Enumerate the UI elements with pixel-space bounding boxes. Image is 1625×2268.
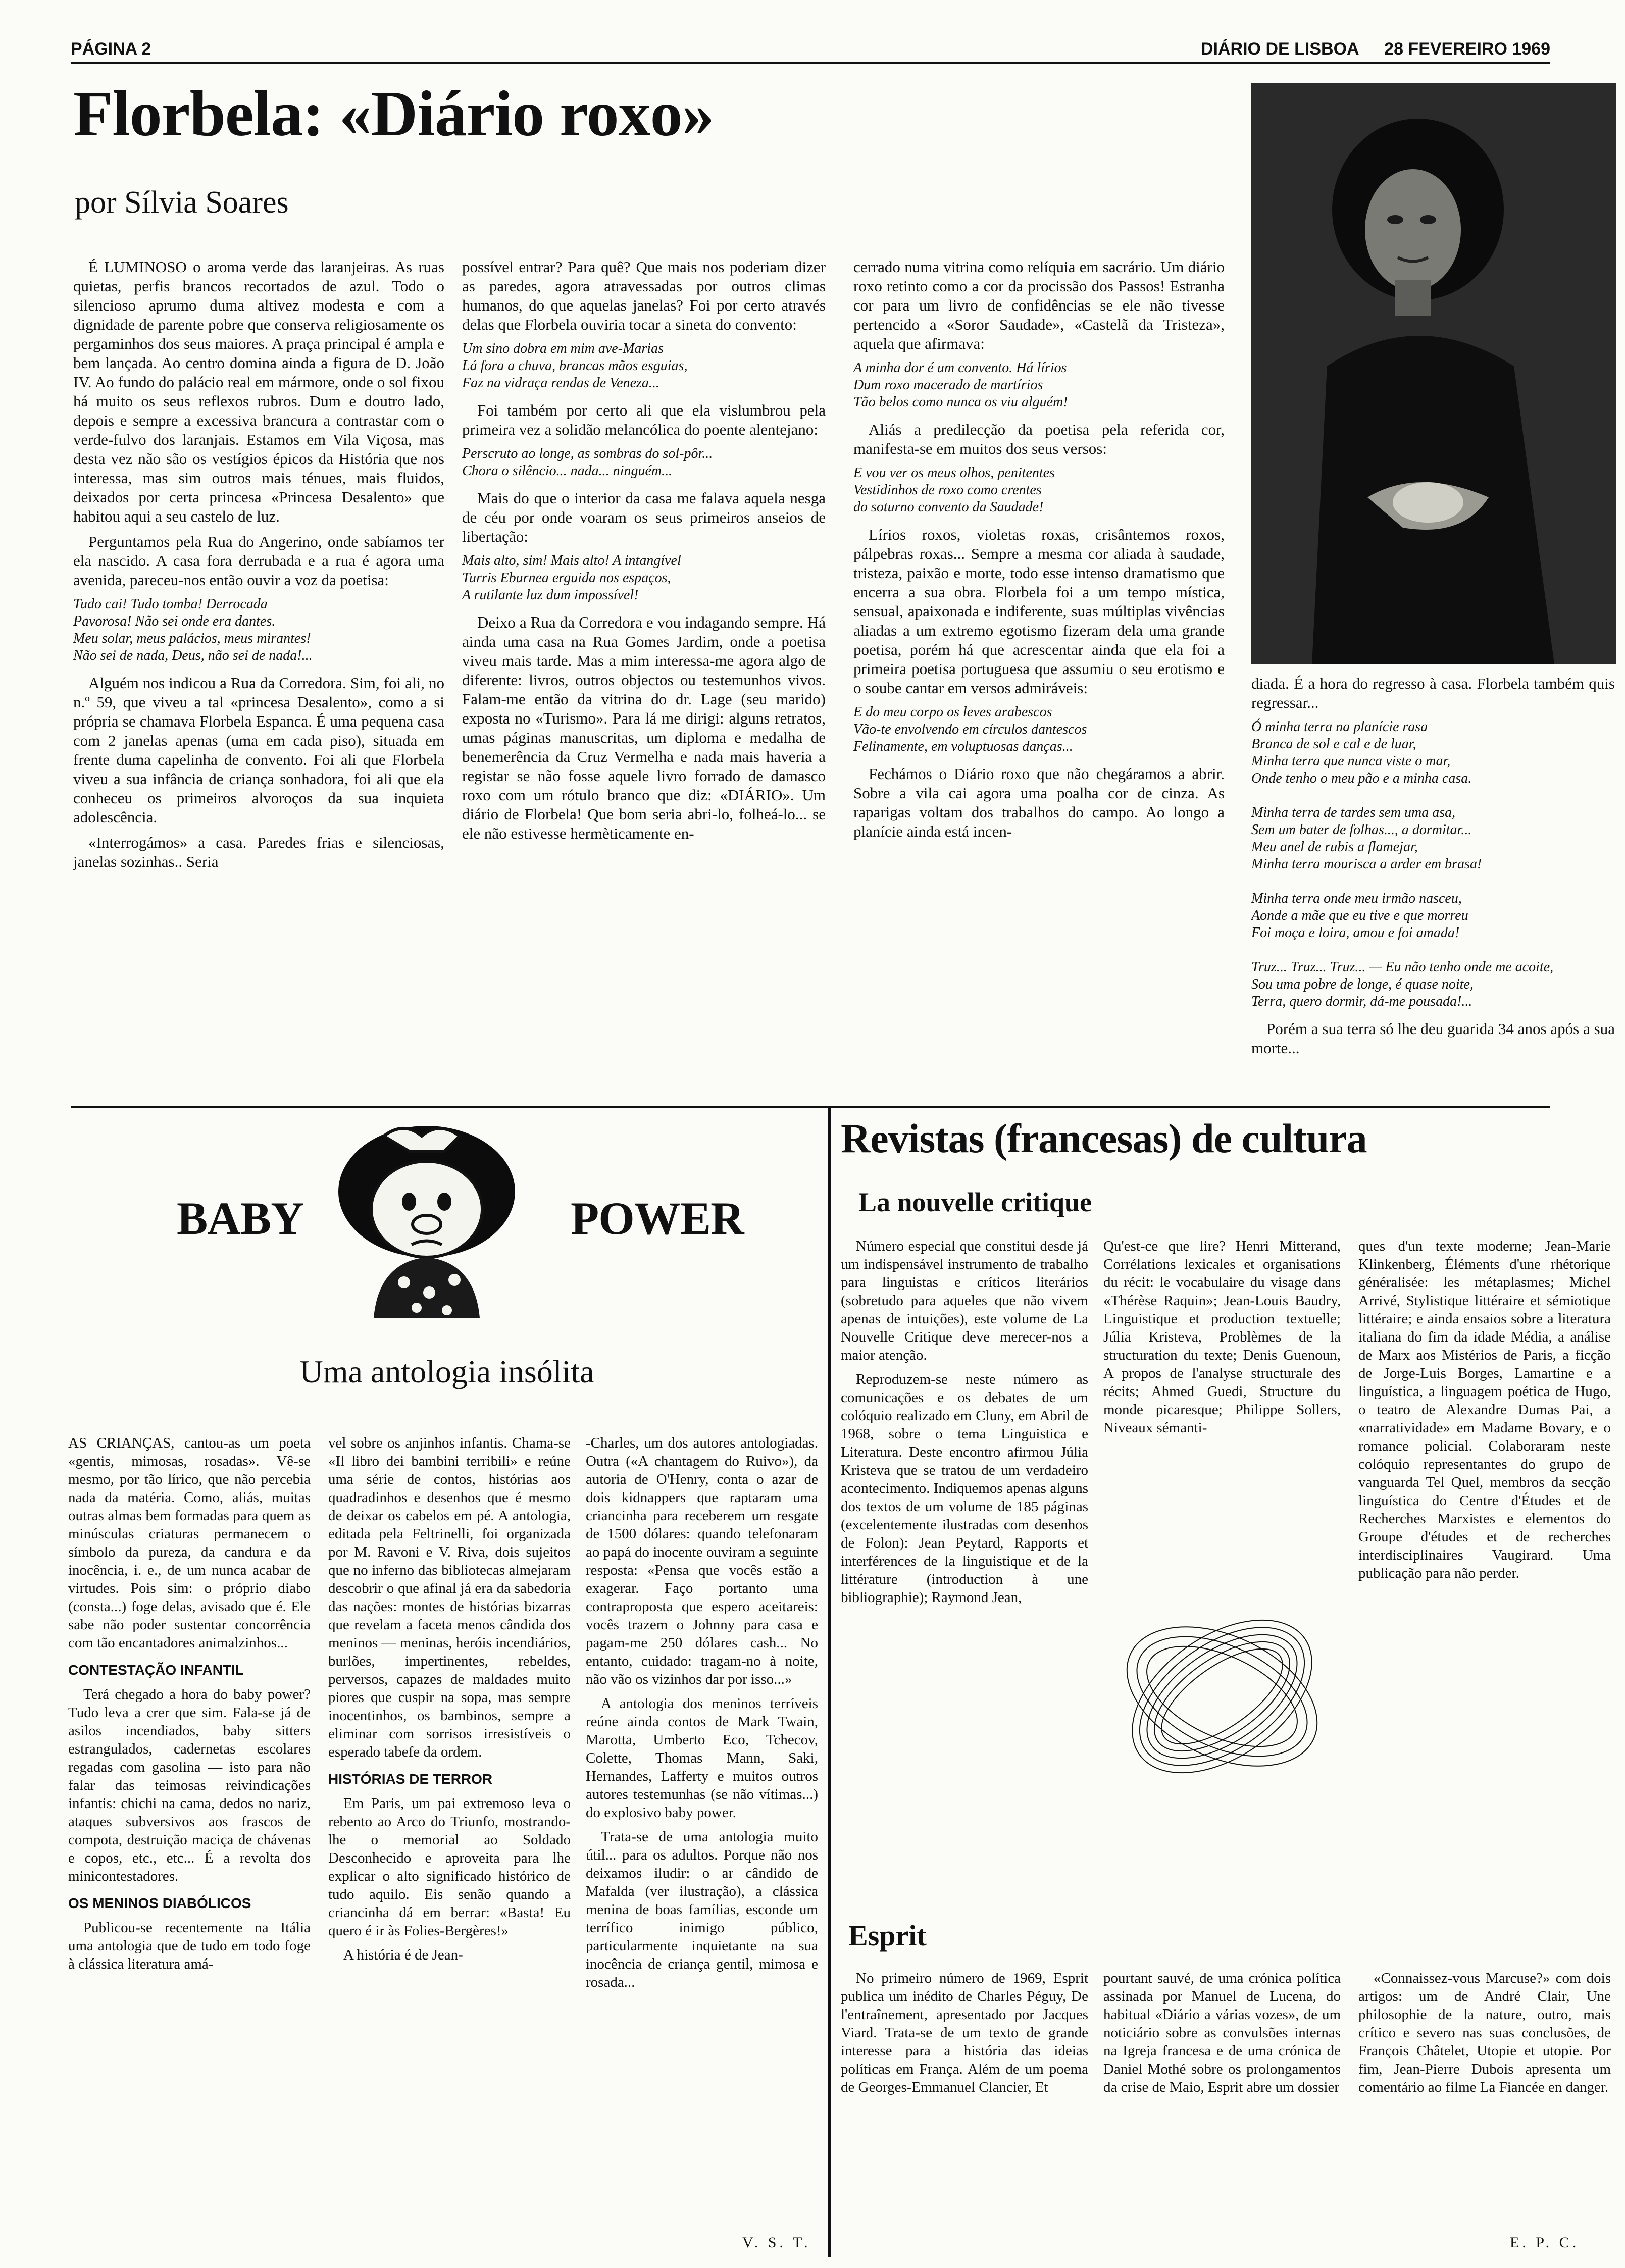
mafalda-illustration: [308, 1116, 545, 1318]
paragraph: Qu'est-ce que lire? Henri Mitterand, Corrélations lexicales et organisations du récit: le vocabulaire du visage dans «Thérèse Raquin»; Jean-Louis Baudry, Linguistique et production textuelle; Júlia Kristeva, Problèmes de la structuration du texte; Denis Guenoun, A propos de l'analyse structurale des récits; Ahmed Guedi, Structure du monde picaresque; Philippe Sollers, Niveaux sémanti-: [1103, 1238, 1341, 1436]
verse-block: E vou ver os meus olhos, penitentes Vestidinhos de roxo como crentes do soturno convento da Saudade!: [853, 465, 1055, 515]
paragraph: ques d'un texte moderne; Jean-Marie Klinkenberg, Éléments d'une rhétorique généralisée: les métaplasmes; Michel Arrivé, Stylistique littéraire et sémiotique littéraire; e ainda ensaios sobre a literatura italiana do fim da idade Média, a análise de Marx aos Mistérios de Paris, a ficção de Jorge-Luis Borges, Lamartine e a linguística, a linguagem poética de Hugo, o teatro de Alexandre Dumas Pai, a «narratividade» em Madame Bovary, e o romance policial. Colaboraram neste colóquio representantes do grupo de vanguarda Tel Quel, membros da secção linguística do Centre d'Études et de Recherches Marxistes e elementos do Groupe d'études et de recherches interdisciplinaires Vaugirard. Uma publicação para não perder.: [1358, 1238, 1611, 1581]
paragraph: Reproduzem-se neste número as comunicações e os debates de um colóquio realizado em Cluny, em Abril de 1968, sobre o tema Linguistica e Literatura. Deste encontro afirmou Júlia Kristeva que se tratou de um verdadeiro acontecimento. Indiquemos apenas alguns dos textos de um volume de 185 páginas (excelentemente ilustradas com desenhos de Folon): Jean Peytard, Rapports et interférences de la linguistique et de la littérature (introduction à une bibliographie); Raymond Jean,: [841, 1371, 1088, 1606]
vertical-divider: [828, 1106, 831, 2257]
verse-block: Tudo cai! Tudo tomba! Derrocada Pavorosa! Não sei onde era dantes. Meu solar, meus palácios, meus mirantes! Não sei de nada, Deus, não sei de nada!...: [73, 596, 313, 663]
verse-block: Ó minha terra na planície rasa Branca de sol e cal e de luar, Minha terra que nunca viste o mar, Onde tenho o meu pão e a minha casa. Minha terra de tardes sem uma asa, Sem um bater de folhas..., a dormitar... Meu anel de rubis a flamejar, Minha terra mourisca a arder em brasa! Minha terra onde meu irmão nasceu, Aonde a mãe que eu tive e que morreu Foi moça e loira, amou e foi amada! Truz... Truz... Truz... — Eu não tenho onde me acoite, Sou uma pobre de longe, é quase noite, Terra, quero dormir, dá-me pousada!...: [1251, 719, 1554, 1009]
revistas-headline: Revistas (francesas) de cultura: [841, 1115, 1367, 1161]
nouvelle-critique-heading: La nouvelle critique: [858, 1187, 1092, 1217]
portrait-illustration: [1251, 83, 1616, 664]
verse-block: A minha dor é um convento. Há lírios Dum roxo macerado de martírios Tão belos como nunca os viu alguém!: [853, 360, 1068, 410]
paragraph: Publicou-se recentemente na Itália uma antologia que de tudo em todo foge à clássica literatura amá-: [68, 1920, 311, 1972]
author-signature: E. P. C.: [1510, 2234, 1580, 2251]
paragraph: No primeiro número de 1969, Esprit publica um inédito de Charles Péguy, De l'entraînement, apresentado por Jacques Viard. Trata-se de um texto de grande interesse para a história das ideias políticas em França. Além de um poema de Georges-Emmanuel Clancier, Et: [841, 1970, 1088, 2095]
paragraph: pourtant sauvé, de uma crónica política assinada por Manuel de Lucena, do habitual «Diário a várias vozes», de um noticiário sobre as convulsões internas na Igreja francesa e de uma crónica de Daniel Mothé sobre os prolongamentos da crise de Maio, Esprit abre um dossier: [1103, 1970, 1341, 2095]
folon-drawing-illustration: [1106, 1555, 1338, 1838]
page-header: [71, 35, 1550, 64]
paragraph: Mais do que o interior da casa me falava aquela nesga de céu por onde voaram os seus primeiros anseios de libertação:: [462, 489, 826, 545]
baby-power-title: Uma antologia insólita: [299, 1354, 594, 1389]
florbela-column-4: [1251, 674, 1615, 1096]
baby-power-column-3: [586, 1434, 818, 2227]
revistas-column-1: [841, 1237, 1088, 1909]
paragraph: Fechámos o Diário roxo que não chegáramos a abrir. Sobre a vila cai agora uma poalha cor de cinza. As raparigas voltam dos trabalhos do campo. Ao longo a planície ainda está incen-: [853, 765, 1225, 840]
paragraph: «Connaissez-vous Marcuse?» com dois artigos: um de André Clair, Une philosophie de la nature, outro, mais crítico e severo nas suas conclusões, de François Châtelet, Utopie et utopie. Por fim, Jean-Pierre Dubois apresenta um comentário ao filme La Fiancée en danger.: [1358, 1970, 1611, 2095]
paragraph: cerrado numa vitrina como relíquia em sacrário. Um diário roxo retinto como a cor da procissão dos Passos! Estranha cor para um livro de confidências se ele não tivesse pertencido a «Soror Saudade», «Castelã da Tristeza», aquela que afirmava:: [853, 258, 1225, 352]
page-label: PÁGINA 2: [71, 39, 151, 59]
verse-block: E do meu corpo os leves arabescos Vão-te envolvendo em círculos dantescos Felinamente, em voluptuosas danças...: [853, 704, 1087, 754]
header-rule: [71, 62, 1550, 64]
paragraph: Número especial que constitui desde já um indispensável instrumento de trabalho para linguistas e críticos literários (sobretudo para aqueles que não vivem apenas de intuições), este volume de La Nouvelle Critique deve merecer-nos a maior atenção.: [841, 1238, 1088, 1363]
logo-word-baby: BABY: [177, 1193, 304, 1244]
paragraph: Perguntamos pela Rua do Angerino, onde sabíamos ter ela nascido. A casa fora derrubada e a rua é agora uma avenida, pareceu-nos então ouvir a voz da poetisa:: [73, 533, 444, 589]
florbela-column-2: [462, 257, 826, 1096]
paragraph: Aliás a predilecção da poetisa pela referida cor, manifesta-se em muitos dos seus versos:: [853, 421, 1225, 457]
paragraph: Alguém nos indicou a Rua da Corredora. Sim, foi ali, no n.º 59, que viveu a tal «princesa Desalento», como a si própria se chamava Florbela Espanca. É uma pequena casa com 2 janelas apenas (uma em cada piso), situada em frente duma capelinha de convento. Foi ali que Florbela viveu a sua infância de criança sonhadora, foi ali que ela conheceu os primeiros alvoroços da sua inquieta adolescência.: [73, 674, 444, 826]
revistas-column-3: [1358, 1237, 1611, 1909]
newspaper-name: DIÁRIO DE LISBOA: [1201, 39, 1359, 59]
florbela-portrait-photo: [1251, 83, 1616, 664]
baby-power-logo: [76, 1116, 818, 1318]
section-divider: [71, 1106, 1550, 1108]
esprit-column-3: [1358, 1969, 1611, 2227]
paragraph: «Interrogámos» a casa. Paredes frias e silenciosas, janelas sozinhas.. Seria: [73, 834, 444, 870]
logo-word-power: POWER: [571, 1193, 744, 1244]
paragraph: Trata-se de uma antologia muito útil... para os adultos. Porque não nos deixamos iludir: o ar cândido de Mafalda (ver ilustração), a clássica menina de boas famílias, esconde um terrífico inimigo público, particularmente inquietante na sua inocência de criança gentil, mimosa e rosada...: [586, 1829, 818, 1990]
paragraph: AS CRIANÇAS, cantou-as um poeta «gentis, mimosas, rosadas». Vê-se mesmo, por tão lírico, que não percebia nada da matéria. Como, aliás, muitas outras almas bem formadas para quem as minúsculas criaturas permanecem o símbolo da pureza, da candura e da inocência, i. e., de um nunca acabar de virtudes. Pois sim: o próprio diabo (consta...) foge delas, avisado que é. Ele sabe não poder sustentar concorrência com tão encantadores animalzinhos...: [68, 1435, 311, 1651]
esprit-heading: Esprit: [848, 1919, 927, 1952]
verse-block: Perscruto ao longe, as sombras do sol-pôr... Chora o silêncio... nada... ninguém...: [462, 446, 713, 479]
paragraph: possível entrar? Para quê? Que mais nos poderiam dizer as paredes, agora atravessadas por outros climas humanos, do que aquelas janelas? Foi por certo através delas que Florbela ouviria tocar a sineta do convento:: [462, 258, 826, 333]
paragraph: -Charles, um dos autores antologiadas. Outra («A chantagem do Ruivo»), da autoria de O'Henry, conta o azar de dois kidnappers que raptaram uma criancinha para receberem um resgate de 1500 dólares: quando telefonaram ao papá do inocente ouviram a seguinte resposta: «Pensa que vocês estão a exagerar. Faço portanto uma contraproposta que espero aceitareis: vocês trazem o Johnny para casa e pagam-me 250 dólares cash... No entanto, cuidado: tragam-no à noite, não vão os vizinhos dar por isso...»: [586, 1435, 818, 1687]
esprit-column-2: [1103, 1969, 1341, 2257]
esprit-column-1: [841, 1969, 1088, 2257]
paragraph: A antologia dos meninos terríveis reúne ainda contos de Mark Twain, Marotta, Umberto Eco, Tchecov, Colette, Thomas Mann, Saki, Hernandes, Lafferty e muitos outros autores testemunhas (se não vítimas...) do explosivo baby power.: [586, 1695, 818, 1821]
paragraph: É LUMINOSO o aroma verde das laranjeiras. As ruas quietas, perfis brancos recortados de azul. Todo o silencioso aprumo duma altivez modesta e com a dignidade de parente pobre que conserva religiosamente os pergaminhos dos seus maiores. A praça principal é ampla e bem lançada. Ao centro domina ainda a figura de D. João IV. Ao fundo do palácio real em mármore, onde o sol fixou há muito os seus reflexos rubros. Dum e doutro lado, depois e sempre a excessiva brancura a contrastar com o verde-fulvo dos laranjais. Estamos em Vila Viçosa, mas desta vez não são os vestígios épicos da História que nos interessa, mas sim outros mais ténues, mais fluidos, deixados por certa princesa «Princesa Desalento» que habitou aqui a seu castelo de luz.: [73, 258, 444, 525]
paragraph: Lírios roxos, violetas roxas, crisântemos roxos, pálpebras roxas... Sempre a mesma cor aliada à saudade, tristeza, paixão e morte, todo esse intenso dramatismo que encerra a sua obra. Florbela foi a um tempo mística, sensual, apaixonada e indiferente, suas múltiplas vivências aliadas a um extremo egotismo fizeram dela uma grande poetisa, porém há que acrescentar ainda que ela foi a primeira poetisa portuguesa que assumiu o seu erotismo e o soube cantar em versos admiráveis:: [853, 526, 1225, 697]
issue-date: 28 FEVEREIRO 1969: [1384, 39, 1550, 59]
paragraph: Foi também por certo ali que ela vislumbrou pela primeira vez a solidão melancólica do poente alentejano:: [462, 401, 826, 438]
paragraph: vel sobre os anjinhos infantis. Chama-se «Il libro dei bambini terribili» e reúne uma série de contos, histórias aos quadradinhos e desenhos que é mesmo de deixar os cabelos em pé. A antologia, editada pela Feltrinelli, foi organizada por M. Ravoni e V. Riva, dois sujeitos que no inferno das bibliotecas almejaram descobrir o que afinal já era da sabedoria das nações: montes de histórias bizarras que revelam a faceta menos cândida dos meninos — meninas, heróis incendiários, burlões, impertinentes, rebeldes, perversos, capazes de maldades muito piores que cuspir na sopa, mas sempre inocentinhos, os bambinos, sempre a eliminar com sorrisos irresistíveis o esperado tabefe da ordem.: [328, 1435, 571, 1760]
verse-block: Mais alto, sim! Mais alto! A intangível Turris Eburnea erguida nos espaços, A rutilante luz dum impossível!: [462, 553, 681, 603]
florbela-byline: por Sílvia Soares: [75, 185, 289, 220]
florbela-column-3: [853, 257, 1225, 1096]
paragraph: diada. É a hora do regresso à casa. Florbela também quis regressar...: [1251, 675, 1615, 711]
paragraph: Terá chegado a hora do baby power? Tudo leva a crer que sim. Fala-se já de asilos incendiados, baby sitters estrangulados, cadernetas escolares regadas com gasolina — isto para não falar das teimosas reivindicações infantis: chichi na cama, dedos no nariz, ataques subversivos aos frascos de compota, destruição maciça de chávenas e copos, etc., etc... É a revolta dos minicontestadores.: [68, 1686, 311, 1884]
revistas-column-2: [1103, 1237, 1341, 1510]
paragraph: A história é de Jean-: [343, 1947, 463, 1963]
baby-power-column-2: [328, 1434, 571, 2252]
baby-power-column-1: [68, 1434, 311, 2252]
florbela-headline: Florbela: «Diário roxo»: [73, 78, 714, 149]
subheading: CONTESTAÇÃO INFANTIL: [68, 1662, 244, 1678]
paragraph: Em Paris, um pai extremoso leva o rebento ao Arco do Triunfo, mostrando-lhe o memorial ao Soldado Desconhecido e aproveita para lhe explicar o alto significado histórico de tudo aquilo. Eis senão quando a criancinha dá em berrar: «Basta! Eu quero é ir às Folies-Bergères!»: [328, 1795, 571, 1939]
subheading: OS MENINOS DIABÓLICOS: [68, 1895, 251, 1911]
author-signature: V. S. T.: [742, 2234, 811, 2251]
verse-block: Um sino dobra em mim ave-Marias Lá fora a chuva, brancas mãos esguias, Faz na vidraça rendas de Veneza...: [462, 341, 688, 391]
paragraph: Deixo a Rua da Corredora e vou indagando sempre. Há ainda uma casa na Rua Gomes Jardim, onde a poetisa viveu mais tarde. Mas a mim interessa-me agora algo de diferente: livros, outros objectos ou testemunhos vivos. Falam-me então da vitrina do dr. Lage (seu marido) exposta no «Turismo». Para lá me dirigi: alguns retratos, umas páginas manuscritas, um diploma e medalha de benemerência da Cruz Vermelha e nada mais haveria a registar se não fosse aquele livro forrado de damasco roxo com um rótulo branco que diz: «DIÁRIO». Um diário de Florbela! Que bom seria abri-lo, folheá-lo... se ele não estivesse hermèticamente en-: [462, 613, 826, 842]
subheading: HISTÓRIAS DE TERROR: [328, 1771, 493, 1787]
paragraph: Porém a sua terra só lhe deu guarida 34 anos após a sua morte...: [1251, 1020, 1615, 1057]
florbela-column-1: [73, 257, 444, 1096]
